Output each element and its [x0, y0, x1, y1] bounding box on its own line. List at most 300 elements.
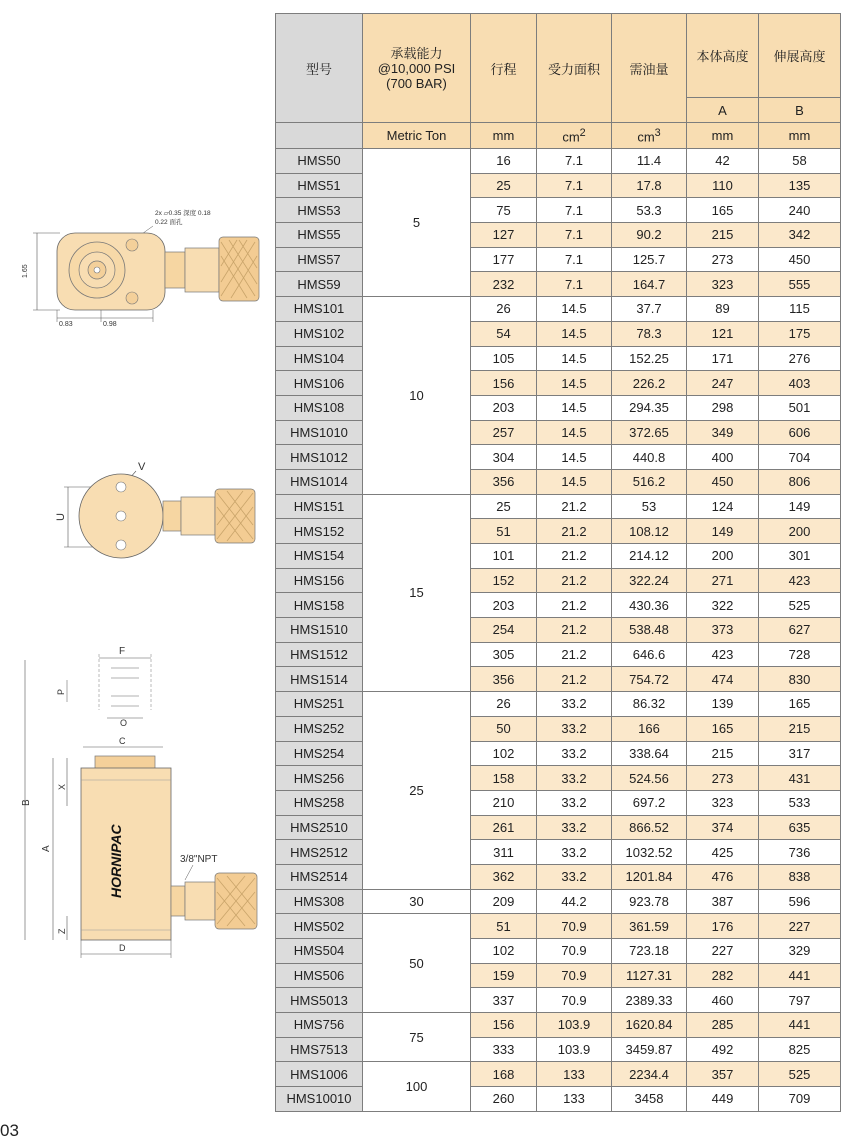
a-cell: 322	[687, 593, 759, 618]
area-cell: 133	[537, 1087, 612, 1112]
oil-cell: 430.36	[612, 593, 687, 618]
b-cell: 525	[759, 593, 841, 618]
area-cell: 33.2	[537, 766, 612, 791]
oil-cell: 86.32	[612, 692, 687, 717]
stroke-cell: 305	[471, 642, 537, 667]
table-row	[276, 1037, 841, 1062]
header-capacity-line2: @10,000 PSI	[377, 60, 456, 76]
table-row	[276, 149, 841, 174]
model-cell: HMS756	[276, 1013, 363, 1038]
a-cell: 273	[687, 247, 759, 272]
stroke-cell: 16	[471, 149, 537, 174]
table-row	[276, 963, 841, 988]
stroke-cell: 356	[471, 469, 537, 494]
area-cell: 14.5	[537, 321, 612, 346]
area-cell: 103.9	[537, 1037, 612, 1062]
model-cell: HMS1006	[276, 1062, 363, 1087]
hole-note-line1: 2x ▱0.35 深度 0.18	[155, 210, 211, 217]
model-cell: HMS1014	[276, 469, 363, 494]
table-row	[276, 914, 841, 939]
stroke-cell: 311	[471, 840, 537, 865]
oil-cell: 108.12	[612, 519, 687, 544]
header-capacity-line3: (700 BAR)	[386, 75, 447, 91]
stroke-cell: 26	[471, 692, 537, 717]
b-cell: 227	[759, 914, 841, 939]
stroke-cell: 304	[471, 445, 537, 470]
area-cell: 33.2	[537, 716, 612, 741]
b-cell: 501	[759, 395, 841, 420]
stroke-cell: 203	[471, 395, 537, 420]
model-cell: HMS1010	[276, 420, 363, 445]
a-cell: 215	[687, 741, 759, 766]
stroke-cell: 152	[471, 568, 537, 593]
a-cell: 139	[687, 692, 759, 717]
model-cell: HMS151	[276, 494, 363, 519]
area-cell: 7.1	[537, 247, 612, 272]
area-cell: 133	[537, 1062, 612, 1087]
b-cell: 830	[759, 667, 841, 692]
model-cell: HMS1512	[276, 642, 363, 667]
model-cell: HMS502	[276, 914, 363, 939]
a-cell: 176	[687, 914, 759, 939]
unit-oil-exp: 3	[654, 126, 661, 139]
b-cell: 175	[759, 321, 841, 346]
a-cell: 374	[687, 815, 759, 840]
stroke-cell: 254	[471, 618, 537, 643]
label-o: O	[120, 718, 128, 728]
area-cell: 33.2	[537, 864, 612, 889]
area-cell: 21.2	[537, 618, 612, 643]
oil-cell: 754.72	[612, 667, 687, 692]
oil-cell: 294.35	[612, 395, 687, 420]
area-cell: 70.9	[537, 914, 612, 939]
area-cell: 7.1	[537, 149, 612, 174]
area-cell: 7.1	[537, 198, 612, 223]
model-cell: HMS106	[276, 371, 363, 396]
a-cell: 200	[687, 544, 759, 569]
b-cell: 135	[759, 173, 841, 198]
a-cell: 215	[687, 223, 759, 248]
stroke-cell: 261	[471, 815, 537, 840]
b-cell: 317	[759, 741, 841, 766]
b-cell: 403	[759, 371, 841, 396]
capacity-cell: 10	[363, 297, 471, 495]
model-cell: HMS254	[276, 741, 363, 766]
a-cell: 271	[687, 568, 759, 593]
b-cell: 596	[759, 889, 841, 914]
table-row	[276, 297, 841, 322]
stroke-cell: 159	[471, 963, 537, 988]
a-cell: 349	[687, 420, 759, 445]
b-cell: 838	[759, 864, 841, 889]
area-cell: 7.1	[537, 272, 612, 297]
oil-cell: 646.6	[612, 642, 687, 667]
area-cell: 21.2	[537, 667, 612, 692]
area-cell: 70.9	[537, 939, 612, 964]
a-cell: 476	[687, 864, 759, 889]
hole-note-line2: 0.22 面孔	[155, 219, 183, 226]
unit-model-blank	[276, 123, 363, 149]
stroke-cell: 232	[471, 272, 537, 297]
a-cell: 387	[687, 889, 759, 914]
stroke-cell: 51	[471, 519, 537, 544]
oil-cell: 164.7	[612, 272, 687, 297]
table-row	[276, 988, 841, 1013]
a-cell: 124	[687, 494, 759, 519]
b-cell: 825	[759, 1037, 841, 1062]
a-cell: 165	[687, 198, 759, 223]
header-capacity-line1: 承载能力	[390, 45, 443, 61]
b-cell: 58	[759, 149, 841, 174]
label-v: V	[138, 461, 146, 473]
oil-cell: 1032.52	[612, 840, 687, 865]
area-cell: 103.9	[537, 1013, 612, 1038]
oil-cell: 17.8	[612, 173, 687, 198]
table-row	[276, 716, 841, 741]
table-row	[276, 1087, 841, 1112]
oil-cell: 3458	[612, 1087, 687, 1112]
b-cell: 736	[759, 840, 841, 865]
area-cell: 44.2	[537, 889, 612, 914]
unit-oil	[612, 123, 687, 149]
label-c: C	[119, 736, 126, 746]
model-cell: HMS308	[276, 889, 363, 914]
label-p: P	[56, 688, 66, 695]
model-cell: HMS251	[276, 692, 363, 717]
a-cell: 373	[687, 618, 759, 643]
table-row	[276, 395, 841, 420]
table-row	[276, 667, 841, 692]
stroke-cell: 168	[471, 1062, 537, 1087]
label-x: X	[57, 783, 67, 790]
oil-cell: 1127.31	[612, 963, 687, 988]
table-row	[276, 568, 841, 593]
b-cell: 276	[759, 346, 841, 371]
b-cell: 240	[759, 198, 841, 223]
oil-cell: 53	[612, 494, 687, 519]
area-cell: 21.2	[537, 593, 612, 618]
stroke-cell: 156	[471, 1013, 537, 1038]
dim-height-label: 1.65	[22, 264, 29, 278]
stroke-cell: 177	[471, 247, 537, 272]
model-cell: HMS252	[276, 716, 363, 741]
table-row	[276, 469, 841, 494]
a-cell: 121	[687, 321, 759, 346]
b-cell: 797	[759, 988, 841, 1013]
table-row	[276, 494, 841, 519]
area-cell: 33.2	[537, 840, 612, 865]
a-cell: 227	[687, 939, 759, 964]
area-cell: 70.9	[537, 963, 612, 988]
a-cell: 474	[687, 667, 759, 692]
a-cell: 492	[687, 1037, 759, 1062]
a-cell: 323	[687, 790, 759, 815]
table-row	[276, 815, 841, 840]
table-row	[276, 445, 841, 470]
a-cell: 425	[687, 840, 759, 865]
table-row	[276, 321, 841, 346]
stroke-cell: 209	[471, 889, 537, 914]
oil-cell: 866.52	[612, 815, 687, 840]
stroke-cell: 25	[471, 173, 537, 198]
oil-cell: 78.3	[612, 321, 687, 346]
b-cell: 423	[759, 568, 841, 593]
oil-cell: 37.7	[612, 297, 687, 322]
b-cell: 606	[759, 420, 841, 445]
capacity-cell: 75	[363, 1013, 471, 1062]
b-cell: 627	[759, 618, 841, 643]
stroke-cell: 75	[471, 198, 537, 223]
b-cell: 215	[759, 716, 841, 741]
dim-left-label: 0.83	[59, 321, 73, 328]
b-cell: 709	[759, 1087, 841, 1112]
model-cell: HMS1514	[276, 667, 363, 692]
b-cell: 441	[759, 1013, 841, 1038]
table-row	[276, 346, 841, 371]
model-cell: HMS5013	[276, 988, 363, 1013]
area-cell: 14.5	[537, 297, 612, 322]
stroke-cell: 105	[471, 346, 537, 371]
b-cell: 301	[759, 544, 841, 569]
oil-cell: 538.48	[612, 618, 687, 643]
table-row	[276, 371, 841, 396]
header-body-height: 本体高度	[687, 14, 759, 98]
label-a: A	[41, 845, 52, 852]
page-number: 03	[0, 1121, 19, 1140]
stroke-cell: 156	[471, 371, 537, 396]
model-cell: HMS1012	[276, 445, 363, 470]
b-cell: 329	[759, 939, 841, 964]
a-cell: 89	[687, 297, 759, 322]
model-cell: HMS57	[276, 247, 363, 272]
label-z: Z	[57, 928, 67, 934]
oil-cell: 1201.84	[612, 864, 687, 889]
side-view-drawing	[50, 455, 275, 565]
unit-a: mm	[687, 123, 759, 149]
table-row	[276, 642, 841, 667]
area-cell: 14.5	[537, 346, 612, 371]
unit-area	[537, 123, 612, 149]
b-cell: 431	[759, 766, 841, 791]
header-stroke: 行程	[471, 14, 537, 123]
area-cell: 33.2	[537, 815, 612, 840]
top-view-drawing	[15, 200, 275, 335]
area-cell: 33.2	[537, 790, 612, 815]
area-cell: 7.1	[537, 173, 612, 198]
model-cell: HMS102	[276, 321, 363, 346]
stroke-cell: 203	[471, 593, 537, 618]
stroke-cell: 50	[471, 716, 537, 741]
area-cell: 33.2	[537, 692, 612, 717]
area-cell: 70.9	[537, 988, 612, 1013]
b-cell: 806	[759, 469, 841, 494]
model-cell: HMS10010	[276, 1087, 363, 1112]
table-row	[276, 692, 841, 717]
oil-cell: 516.2	[612, 469, 687, 494]
oil-cell: 338.64	[612, 741, 687, 766]
a-cell: 450	[687, 469, 759, 494]
a-cell: 460	[687, 988, 759, 1013]
capacity-cell: 15	[363, 494, 471, 692]
stroke-cell: 102	[471, 741, 537, 766]
header-model: 型号	[276, 14, 363, 123]
table-row	[276, 864, 841, 889]
a-cell: 423	[687, 642, 759, 667]
unit-area-base: cm	[562, 129, 580, 145]
model-cell: HMS504	[276, 939, 363, 964]
b-cell: 555	[759, 272, 841, 297]
table-row	[276, 790, 841, 815]
area-cell: 21.2	[537, 519, 612, 544]
area-cell: 14.5	[537, 445, 612, 470]
model-cell: HMS53	[276, 198, 363, 223]
unit-area-exp: 2	[579, 126, 586, 139]
model-cell: HMS101	[276, 297, 363, 322]
oil-cell: 697.2	[612, 790, 687, 815]
stroke-cell: 210	[471, 790, 537, 815]
area-cell: 14.5	[537, 420, 612, 445]
table-row	[276, 544, 841, 569]
oil-cell: 166	[612, 716, 687, 741]
model-cell: HMS108	[276, 395, 363, 420]
unit-stroke: mm	[471, 123, 537, 149]
table-row	[276, 1062, 841, 1087]
oil-cell: 53.3	[612, 198, 687, 223]
a-cell: 285	[687, 1013, 759, 1038]
area-cell: 7.1	[537, 223, 612, 248]
dim-right-label: 0.98	[103, 321, 117, 328]
stroke-cell: 362	[471, 864, 537, 889]
a-cell: 110	[687, 173, 759, 198]
stroke-cell: 333	[471, 1037, 537, 1062]
b-cell: 533	[759, 790, 841, 815]
area-cell: 21.2	[537, 544, 612, 569]
header-col-b: B	[759, 98, 841, 123]
stroke-cell: 25	[471, 494, 537, 519]
a-cell: 149	[687, 519, 759, 544]
stroke-cell: 26	[471, 297, 537, 322]
model-cell: HMS506	[276, 963, 363, 988]
stroke-cell: 260	[471, 1087, 537, 1112]
capacity-cell: 30	[363, 889, 471, 914]
table-row	[276, 741, 841, 766]
label-u: U	[55, 513, 67, 521]
a-cell: 282	[687, 963, 759, 988]
oil-cell: 125.7	[612, 247, 687, 272]
b-cell: 450	[759, 247, 841, 272]
model-cell: HMS7513	[276, 1037, 363, 1062]
a-cell: 323	[687, 272, 759, 297]
a-cell: 400	[687, 445, 759, 470]
table-row	[276, 939, 841, 964]
capacity-cell: 25	[363, 692, 471, 890]
stroke-cell: 337	[471, 988, 537, 1013]
a-cell: 165	[687, 716, 759, 741]
oil-cell: 524.56	[612, 766, 687, 791]
spec-table-body	[276, 149, 841, 1112]
area-cell: 14.5	[537, 469, 612, 494]
a-cell: 273	[687, 766, 759, 791]
stroke-cell: 127	[471, 223, 537, 248]
table-row	[276, 766, 841, 791]
table-row	[276, 840, 841, 865]
oil-cell: 361.59	[612, 914, 687, 939]
table-row	[276, 593, 841, 618]
a-cell: 449	[687, 1087, 759, 1112]
oil-cell: 226.2	[612, 371, 687, 396]
area-cell: 21.2	[537, 642, 612, 667]
table-row	[276, 247, 841, 272]
oil-cell: 1620.84	[612, 1013, 687, 1038]
a-cell: 247	[687, 371, 759, 396]
table-row	[276, 173, 841, 198]
table-row	[276, 618, 841, 643]
model-cell: HMS2510	[276, 815, 363, 840]
table-row	[276, 1013, 841, 1038]
unit-oil-base: cm	[637, 129, 655, 145]
area-cell: 14.5	[537, 395, 612, 420]
table-row	[276, 223, 841, 248]
area-cell: 14.5	[537, 371, 612, 396]
model-cell: HMS256	[276, 766, 363, 791]
oil-cell: 3459.87	[612, 1037, 687, 1062]
unit-b: mm	[759, 123, 841, 149]
table-row	[276, 420, 841, 445]
label-d: D	[119, 943, 126, 953]
header-oil: 需油量	[612, 14, 687, 123]
oil-cell: 90.2	[612, 223, 687, 248]
model-cell: HMS55	[276, 223, 363, 248]
stroke-cell: 356	[471, 667, 537, 692]
spec-table	[275, 13, 841, 1112]
table-row	[276, 198, 841, 223]
model-cell: HMS1510	[276, 618, 363, 643]
model-cell: HMS51	[276, 173, 363, 198]
stroke-cell: 51	[471, 914, 537, 939]
area-cell: 21.2	[537, 494, 612, 519]
model-cell: HMS2514	[276, 864, 363, 889]
a-cell: 298	[687, 395, 759, 420]
header-capacity	[363, 14, 471, 123]
area-cell: 33.2	[537, 741, 612, 766]
model-cell: HMS59	[276, 272, 363, 297]
model-cell: HMS154	[276, 544, 363, 569]
model-cell: HMS104	[276, 346, 363, 371]
oil-cell: 440.8	[612, 445, 687, 470]
model-cell: HMS156	[276, 568, 363, 593]
table-row	[276, 272, 841, 297]
b-cell: 342	[759, 223, 841, 248]
b-cell: 728	[759, 642, 841, 667]
a-cell: 357	[687, 1062, 759, 1087]
b-cell: 200	[759, 519, 841, 544]
header-area: 受力面积	[537, 14, 612, 123]
model-cell: HMS50	[276, 149, 363, 174]
capacity-cell: 100	[363, 1062, 471, 1111]
table-row	[276, 889, 841, 914]
b-cell: 525	[759, 1062, 841, 1087]
header-extended-height: 伸展高度	[759, 14, 841, 98]
unit-capacity: Metric Ton	[363, 123, 471, 149]
model-cell: HMS158	[276, 593, 363, 618]
oil-cell: 723.18	[612, 939, 687, 964]
table-row	[276, 519, 841, 544]
oil-cell: 11.4	[612, 149, 687, 174]
b-cell: 115	[759, 297, 841, 322]
label-b: B	[21, 799, 32, 806]
stroke-cell: 101	[471, 544, 537, 569]
oil-cell: 152.25	[612, 346, 687, 371]
